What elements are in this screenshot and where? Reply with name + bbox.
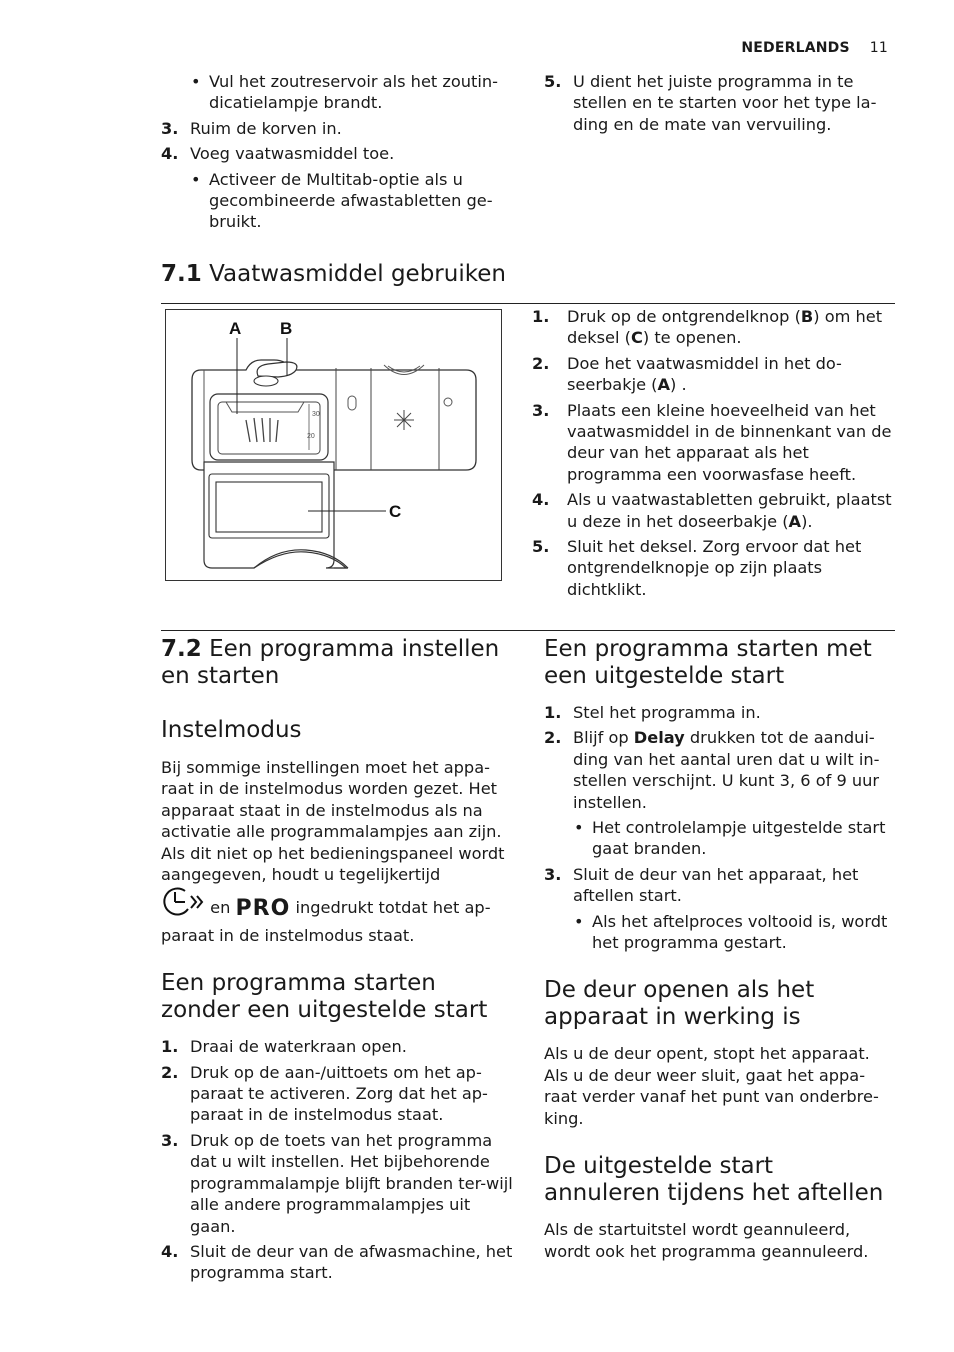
item-number: 1. [161,1037,179,1057]
list-item [532,400,894,486]
header-language: NEDERLANDS [741,40,850,56]
label-ref-a: A [788,511,802,531]
item-text: Sluit het deksel. Zorg ervoor dat het ontgrendelknopje op zijn plaats dichtklikt. [567,537,862,599]
list-item [161,1062,515,1126]
bullet-text: Vul het zoutreservoir als het zoutin-dicatielampje brandt. [209,72,498,113]
list-item [161,1036,515,1057]
bullet-text: Activeer de Multitab-optie als u gecombineerde afwastabletten ge-bruikt. [209,169,493,232]
item-number: 2. [161,1062,179,1082]
list-item [532,536,894,600]
item-number: 3. [161,1130,179,1150]
subsection-heading: Een programma starten met een uitgestelde start [544,636,872,689]
list-item [532,353,894,396]
section-divider [161,303,895,304]
item-number: 3. [532,400,550,420]
item-text: ) . [670,375,687,395]
item-number: 1. [544,703,562,722]
item-text: drukken tot de aandui-ding van het aantal uren dat u wilt in-stellen verschijnt. U kunt 3, 6 of 9 uur instellen. [573,728,880,812]
list-item [161,1130,515,1237]
item-number: 5. [532,537,550,557]
item-number: 5. [544,72,562,91]
section-heading [161,636,515,690]
list-item [532,306,894,349]
item-number: 2. [544,728,562,748]
item-text: Plaats een kleine hoeveelheid van het vaatwasmiddel in de binnenkant van de deur van het apparaat als het programma een voorwasfase heeft. [567,400,892,484]
page-header [741,38,888,59]
item-text: Druk op de ontgrendelknop ( [567,307,801,326]
section-number: 7.1 [161,261,202,287]
item-text: U dient het juiste programma in te stellen en te starten voor het type la-ding en de mate van vervuiling. [573,72,877,134]
bullet-item: • Activeer de Multitab-optie als u gecombineerde afwastabletten ge-bruikt. [191,169,493,232]
bullet-item: • Vul het zoutreservoir als het zoutin-dicatielampje brandt. [191,72,498,113]
item-text: ) om het deksel ( [567,307,883,348]
bullet-text: Als het aftelproces voltooid is, wordt het programma gestart. [592,911,888,953]
item-number: 4. [161,144,179,164]
item-text: Voeg vaatwasmiddel toe. [190,144,395,164]
instelmodus-paragraph-2 [161,843,515,947]
item-text: Ruim de korven in. [190,118,342,138]
page-number: 11 [869,40,888,56]
item-text: Sluit de deur van het apparaat, het aftellen start. [573,864,859,906]
item-number: 4. [532,490,550,510]
item-number: 4. [161,1241,179,1261]
bullet-item: • Het controlelampje uitgestelde start gaat branden. [574,818,886,859]
item-text: Druk op de toets van het programma dat u wilt instellen. Het bijbehorende programmalampje blijft branden ter-wijl alle andere programmalampjes uit gaan. [190,1130,513,1236]
paragraph-text: Als dit niet op het bedieningspaneel wordt aangegeven, houdt u tegelijkertijd [161,843,505,885]
deur-paragraph: Als u de deur opent, stopt het apparaat. Als u de deur weer sluit, gaat het appa-raat verder vanaf het punt van onderbre-king. [544,1044,879,1128]
bullet-item: • Als het aftelproces voltooid is, wordt het programma gestart. [574,911,888,953]
met-list [544,702,894,953]
label-c: C [389,502,402,521]
item-text: Draai de waterkraan open. [190,1037,407,1057]
bullet-text: Het controlelampje uitgestelde start gaat branden. [592,818,886,859]
steps-7-1 [532,306,894,604]
label-ref-c: C [630,328,643,348]
list-item [544,702,894,723]
label-ref-a: A [657,375,671,395]
list-item [161,143,515,164]
pro-icon: PRO [235,896,291,922]
delay-icon [161,885,205,924]
annuleren-paragraph: Als de startuitstel wordt geannuleerd, wordt ook het programma geannuleerd. [544,1220,869,1261]
item-number: 2. [532,353,550,373]
list-item [532,489,894,532]
item-number: 3. [161,118,179,138]
item-number: 1. [532,307,550,326]
item-text: ) te openen. [642,328,742,348]
label-ref-b: B [800,307,814,326]
list-item [161,118,515,139]
instelmodus-paragraph: Bij sommige instellingen moet het appa-raat in de instelmodus worden gezet. Het apparaat staat in de instelmodus als na activatie alle programmalampjes aan zijn. [161,758,502,842]
item-text: Blijf op [573,728,629,748]
item-text: ). [801,511,813,531]
detergent-dispenser-figure [165,309,502,581]
subsection-heading: Instelmodus [161,717,302,743]
item-text: Als u vaatwastabletten gebruikt, plaatst u deze in het doseerbakje ( [567,490,892,531]
mark-30: 30 [312,411,320,418]
subsection-heading: De deur openen als het apparaat in werking is [544,977,815,1031]
item-number: 3. [544,864,562,884]
list-item [544,71,894,135]
section-heading [161,261,506,288]
mark-20: 20 [307,433,315,440]
list-item [544,727,894,813]
section-divider [161,630,895,631]
right-column-lower [544,636,894,1262]
zonder-list [161,1036,515,1283]
list-item [544,864,894,907]
item-text: Doe het vaatwasmiddel in het do-seerbakje ( [567,353,842,395]
item-text: Sluit de deur van de afwasmachine, het programma start. [190,1241,513,1283]
item-text: Druk op de aan-/uittoets om het ap-paraat te activeren. Zorg dat het ap-paraat in de instelmodus staat. [190,1062,488,1125]
paragraph-text: en [210,898,231,918]
delay-label: Delay [633,728,685,748]
intro-left-column [161,71,515,237]
left-column-lower [161,636,515,1288]
label-a: A [229,319,242,338]
section-title: Een programma instellen en starten [161,636,500,689]
subsection-heading: Een programma starten zonder een uitgestelde start [161,970,488,1024]
section-title: Vaatwasmiddel gebruiken [209,261,506,287]
list-item [161,1241,515,1284]
section-number: 7.2 [161,636,202,662]
dispenser-illustration [166,310,501,580]
subsection-heading: De uitgestelde start annuleren tijdens het aftellen [544,1153,884,1207]
paragraph-text: ingedrukt totdat het ap-paraat in de instelmodus staat. [161,898,491,945]
intro-right-column [544,71,894,139]
label-b: B [280,319,293,338]
item-text: Stel het programma in. [573,703,761,722]
